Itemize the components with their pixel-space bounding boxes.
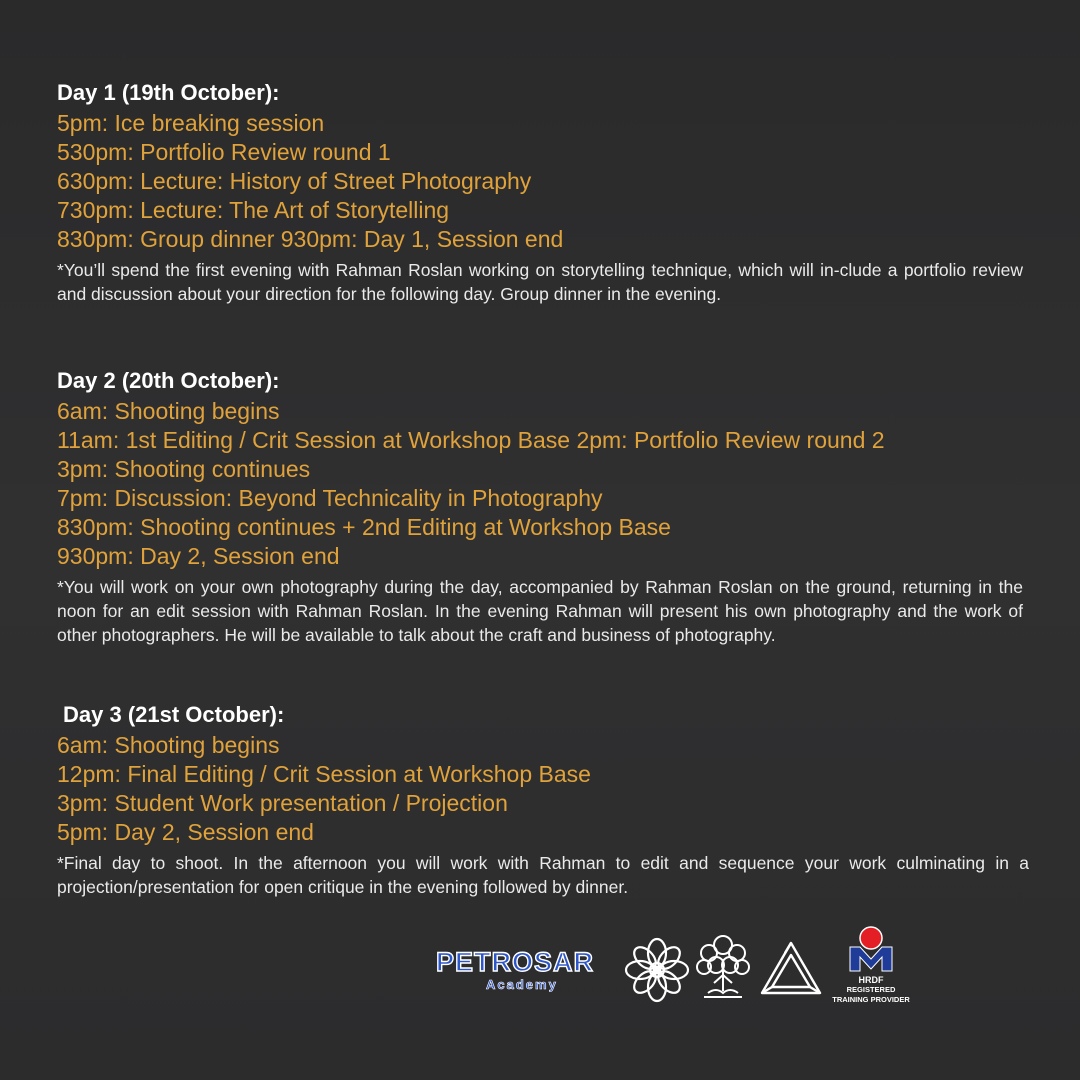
schedule-item: 3pm: Shooting continues [57, 456, 311, 482]
schedule-item: 930pm: Day 2, Session end [57, 543, 340, 569]
petrosar-subtitle: Academy [486, 977, 558, 992]
day-1-note: *You’ll spend the first evening with Rahman Roslan working on storytelling technique, which will in-clude a portfolio review and discussion about your direction for the following day. Group dinner in the evening. [57, 260, 1023, 304]
schedule-item: 630pm: Lecture: History of Street Photography [57, 168, 532, 194]
day-3-schedule [57, 731, 1029, 847]
day-3-heading: Day 3 (21st October): [63, 702, 285, 727]
day-2-note: *You will work on your own photography during the day, accompanied by Rahman Roslan on the ground, returning in the noon for an edit session with Rahman Roslan. In the evening Rahman will present his own photography and the work of other photographers. He will be available to talk about the craft and business of photography. [57, 577, 1023, 645]
day-1-section [57, 78, 1023, 324]
schedule-item: 730pm: Lecture: The Art of Storytelling [57, 197, 450, 223]
schedule-item: 5pm: Ice breaking session [57, 110, 325, 136]
sponsor-logos [436, 925, 916, 1010]
day-2-schedule [57, 397, 1023, 571]
day-2-section [57, 366, 1023, 665]
schedule-item: 7pm: Discussion: Beyond Technicality in Photography [57, 485, 603, 511]
schedule-item: 6am: Shooting begins [57, 732, 280, 758]
tree-emblem-icon [694, 931, 752, 1003]
schedule-item: 12pm: Final Editing / Crit Session at Workshop Base [57, 761, 591, 787]
flower-emblem-icon [622, 935, 692, 1005]
petrosar-wordmark: PETROSAR [436, 947, 595, 977]
day-2-heading: Day 2 (20th October): [57, 368, 280, 393]
hrdf-line-2: TRAINING PROVIDER [832, 995, 910, 1004]
schedule-item: 830pm: Group dinner 930pm: Day 1, Session end [57, 226, 564, 252]
day-1-schedule [57, 109, 1023, 254]
triangle-emblem-icon [758, 939, 824, 999]
schedule-item: 3pm: Student Work presentation / Projection [57, 790, 508, 816]
schedule-item: 6am: Shooting begins [57, 398, 280, 424]
hrdf-emblem-icon [846, 925, 896, 975]
day-3-note: *Final day to shoot. In the afternoon you will work with Rahman to edit and sequence your work culminating in a projection/presentation for open critique in the evening followed by dinner. [57, 853, 1029, 897]
hrdf-registered-logo [828, 925, 914, 1010]
schedule-item: 11am: 1st Editing / Crit Session at Workshop Base 2pm: Portfolio Review round 2 [57, 427, 885, 453]
day-1-heading: Day 1 (19th October): [57, 80, 280, 105]
petrosar-academy-logo [436, 947, 606, 995]
schedule-item: 530pm: Portfolio Review round 1 [57, 139, 391, 165]
hrdf-name: HRDF [858, 975, 884, 985]
schedule-item: 830pm: Shooting continues + 2nd Editing at Workshop Base [57, 514, 671, 540]
hrdf-line-1: REGISTERED [846, 985, 896, 994]
day-3-section [57, 700, 1029, 917]
schedule-item: 5pm: Day 2, Session end [57, 819, 314, 845]
